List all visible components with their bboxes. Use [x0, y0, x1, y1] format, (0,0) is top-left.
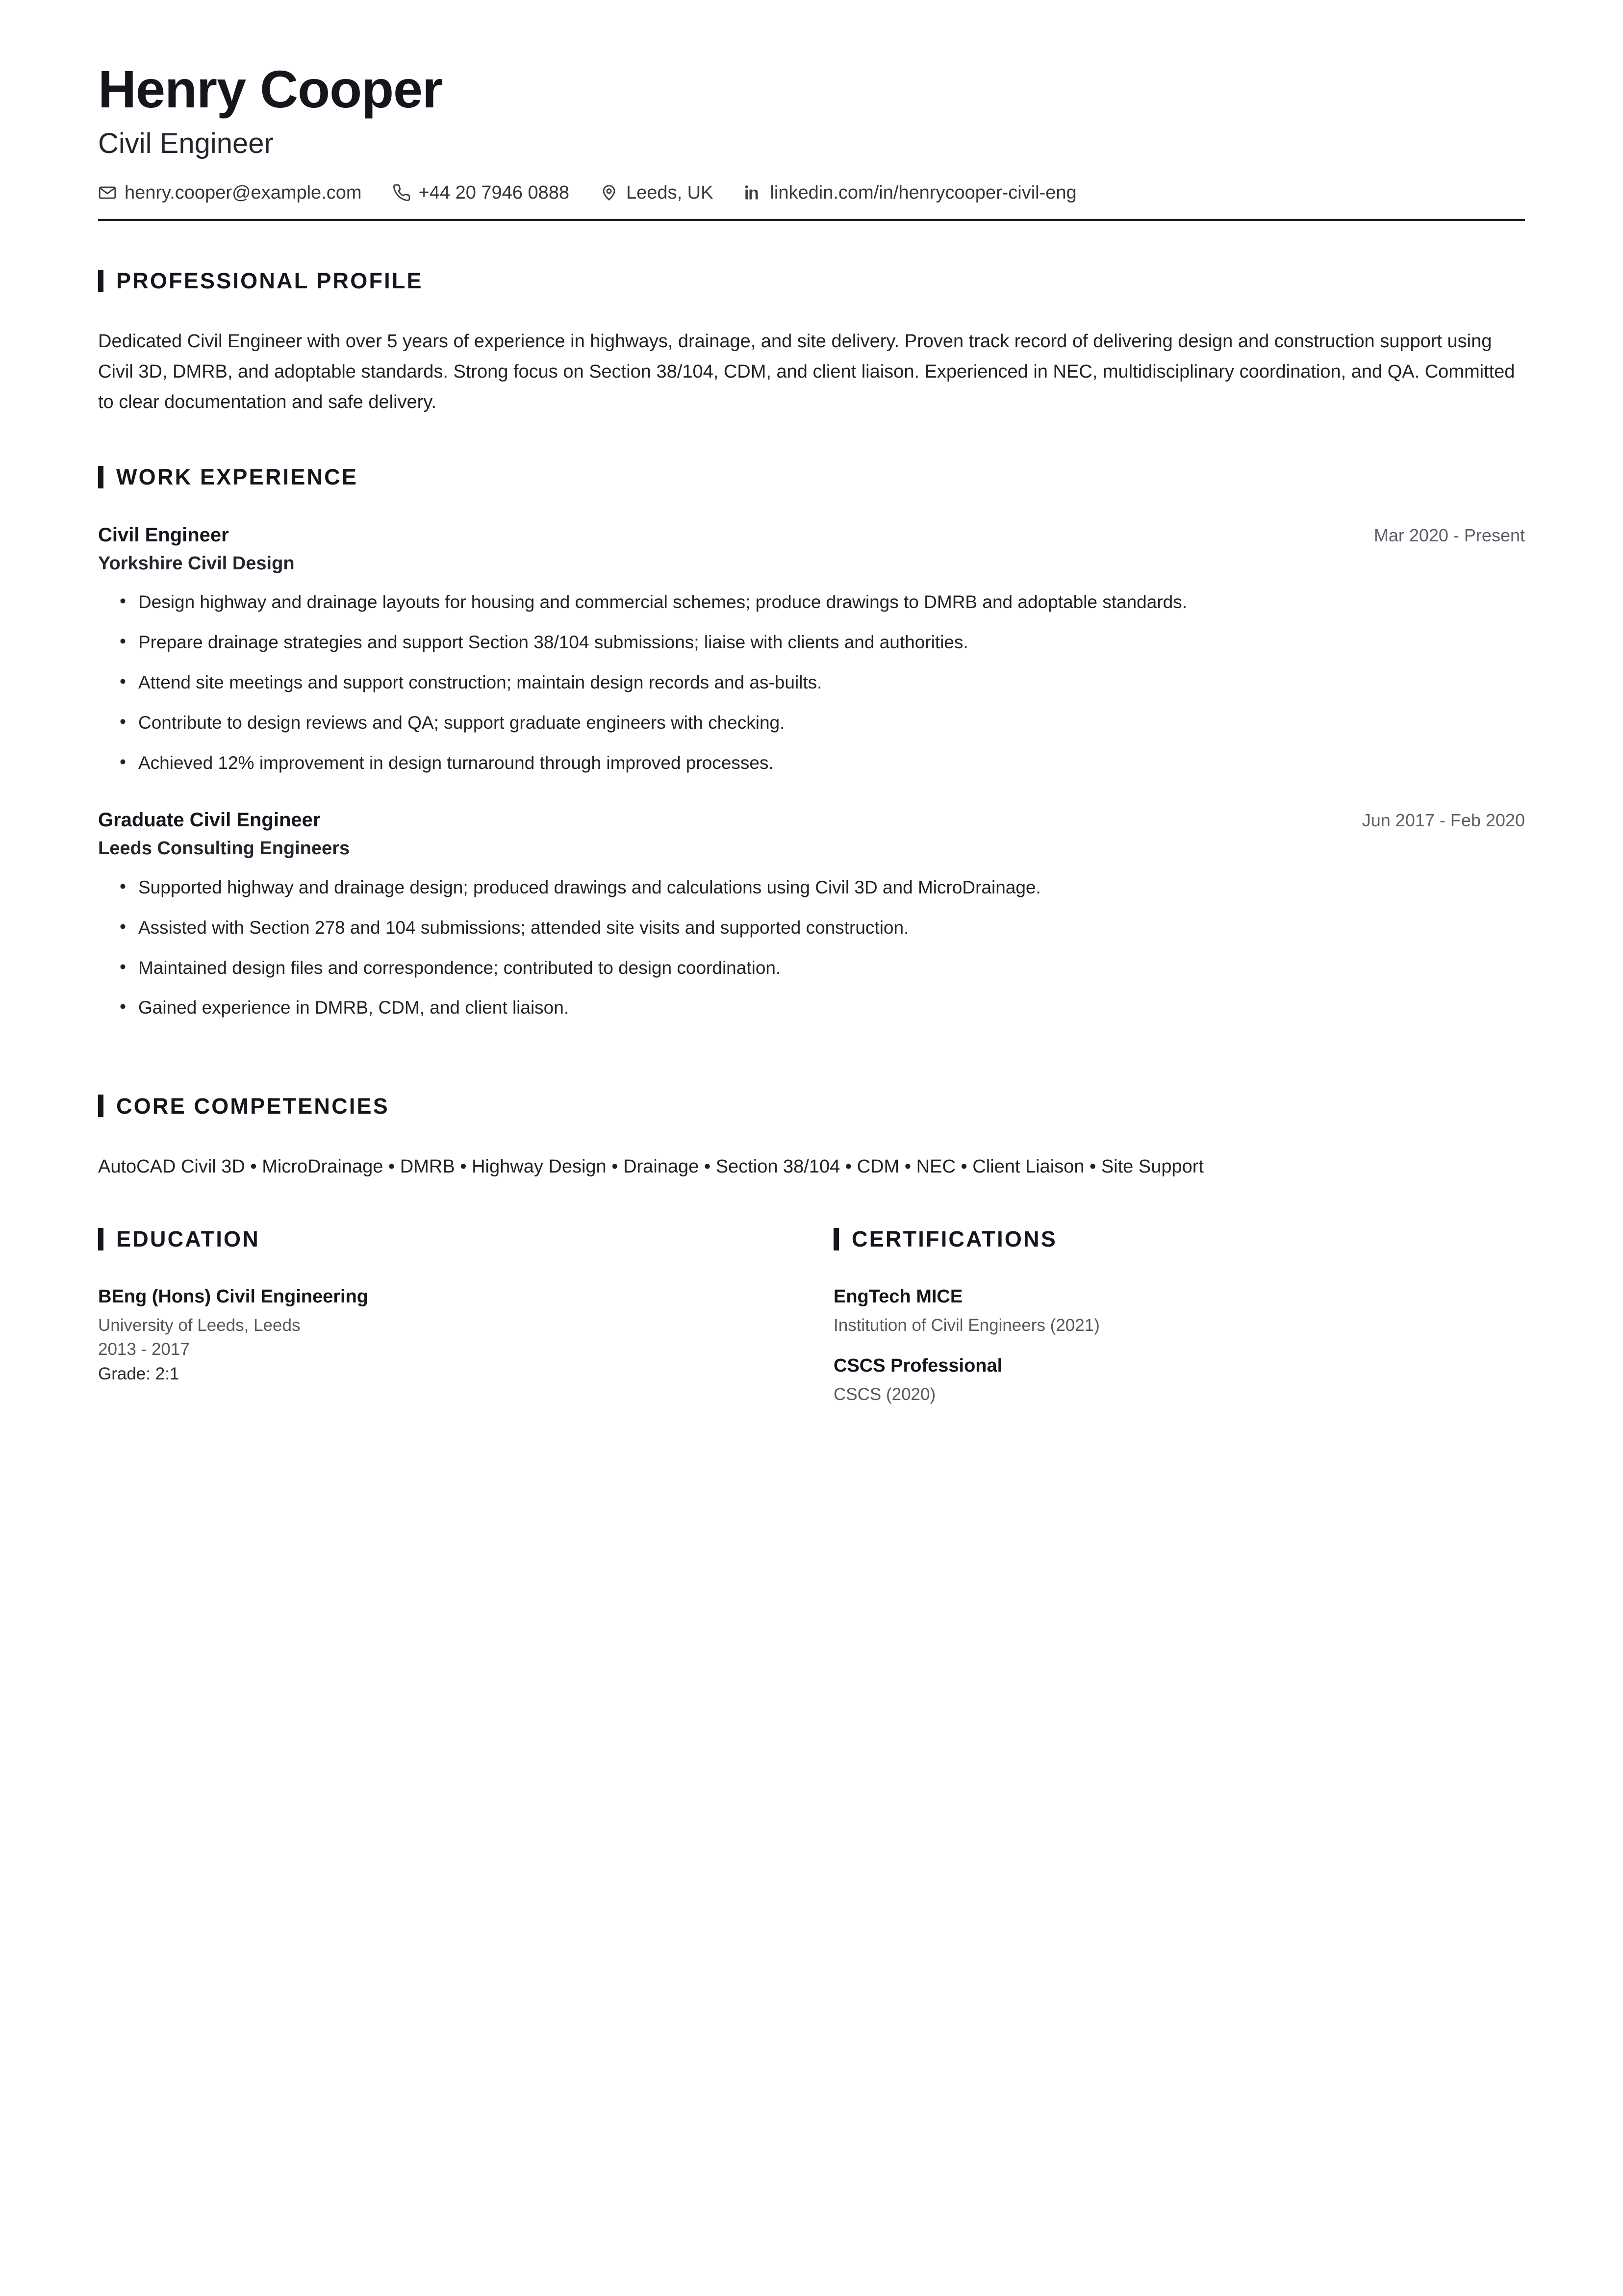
section-header — [98, 1210, 834, 1269]
experience-bullet: • Design highway and drainage layouts for housing and commercial schemes; produce drawings to DMRB and adoptable standards. — [98, 587, 1486, 617]
experience-company: Leeds Consulting Engineers — [98, 838, 350, 859]
contact-row — [98, 183, 1525, 202]
education-entry — [98, 1285, 834, 1386]
section-work-experience — [98, 448, 1525, 1022]
section-professional-profile — [98, 252, 1525, 417]
education-institution: University of Leeds, Leeds — [98, 1315, 301, 1335]
section-education — [98, 1210, 834, 1424]
section-title-competencies: CORE COMPETENCIES — [116, 1093, 389, 1119]
contact-email[interactable] — [98, 183, 362, 202]
profile-summary-text: Dedicated Civil Engineer with over 5 years of experience in highways, drainage, and site delivery. Proven track record of delivering design and construction support using Civil 3D, DMRB, and adoptable standards. Strong focus on Section 38/104, CDM, and client liaison. Experienced in NEC, multidisciplinary coordination, and QA. Committed to clear documentation and safe delivery. — [98, 331, 1515, 412]
location-pin-icon — [600, 183, 618, 202]
contact-location-text: Leeds, UK — [626, 182, 713, 203]
section-header — [834, 1210, 1525, 1269]
certification-issuer: CSCS (2020) — [834, 1384, 936, 1404]
certification-name: CSCS Professional — [834, 1355, 1003, 1377]
competencies-list: AutoCAD Civil 3D • MicroDrainage • DMRB • Highway Design • Drainage • Section 38/104 • CDM • NEC • Client Liaison • Site Support — [98, 1156, 1204, 1177]
contact-email-text: henry.cooper@example.com — [125, 182, 362, 203]
experience-role: Graduate Civil Engineer — [98, 809, 321, 831]
experience-bullet-list — [98, 873, 1525, 1023]
section-accent-bar — [834, 1228, 839, 1250]
experience-bullet: • Gained experience in DMRB, CDM, and client liaison. — [98, 993, 1486, 1022]
education-certifications-row — [98, 1210, 1525, 1424]
section-title-certifications: CERTIFICATIONS — [852, 1226, 1057, 1251]
section-accent-bar — [98, 466, 103, 488]
section-certifications — [834, 1210, 1525, 1424]
experience-entry-header — [98, 808, 1525, 832]
certification-name: EngTech MICE — [834, 1286, 963, 1307]
section-header — [98, 1076, 1525, 1135]
experience-company: Yorkshire Civil Design — [98, 553, 295, 574]
experience-entry — [98, 808, 1525, 1022]
experience-entry-header — [98, 523, 1525, 547]
education-degree: BEng (Hons) Civil Engineering — [98, 1286, 369, 1307]
section-accent-bar — [98, 1228, 103, 1250]
contact-linkedin-text: linkedin.com/in/henrycooper-civil-eng — [770, 182, 1077, 203]
candidate-job-title: Civil Engineer — [98, 128, 274, 160]
certification-issuer: Institution of Civil Engineers (2021) — [834, 1315, 1100, 1335]
section-title-profile: PROFESSIONAL PROFILE — [116, 268, 423, 294]
certification-entry — [834, 1354, 1525, 1406]
experience-dates: Jun 2017 - Feb 2020 — [1362, 810, 1525, 831]
education-grade: Grade: 2:1 — [98, 1364, 179, 1384]
section-header — [98, 252, 1525, 310]
experience-bullet: • Prepare drainage strategies and support Section 38/104 submissions; liaise with clients and authorities. — [98, 628, 1486, 657]
header-divider — [98, 219, 1525, 221]
section-title-education: EDUCATION — [116, 1226, 260, 1251]
experience-bullet: • Supported highway and drainage design; produced drawings and calculations using Civil 3D and MicroDrainage. — [98, 873, 1486, 902]
experience-bullet-list — [98, 587, 1525, 778]
experience-bullet: • Assisted with Section 278 and 104 submissions; attended site visits and supported construction. — [98, 913, 1486, 943]
experience-entry — [98, 523, 1525, 778]
experience-role: Civil Engineer — [98, 524, 229, 546]
section-accent-bar — [98, 270, 103, 292]
contact-linkedin[interactable] — [743, 183, 1076, 202]
contact-phone[interactable] — [392, 183, 569, 202]
section-accent-bar — [98, 1095, 103, 1117]
email-icon — [98, 183, 117, 202]
contact-phone-text: +44 20 7946 0888 — [418, 182, 570, 203]
experience-bullet: • Attend site meetings and support construction; maintain design records and as-builts. — [98, 668, 1486, 697]
section-header — [98, 448, 1525, 507]
contact-location — [600, 183, 713, 202]
experience-bullet: • Achieved 12% improvement in design turnaround through improved processes. — [98, 748, 1486, 778]
resume-header — [98, 59, 1525, 221]
section-core-competencies — [98, 1076, 1525, 1182]
experience-bullet: • Maintained design files and correspondence; contributed to design coordination. — [98, 953, 1486, 983]
phone-icon — [392, 183, 411, 202]
experience-dates: Mar 2020 - Present — [1373, 525, 1525, 545]
education-years: 2013 - 2017 — [98, 1340, 190, 1359]
certification-entry — [834, 1285, 1525, 1337]
experience-bullet: • Contribute to design reviews and QA; support graduate engineers with checking. — [98, 708, 1486, 738]
linkedin-icon — [743, 183, 762, 202]
candidate-name: Henry Cooper — [98, 59, 443, 119]
section-title-experience: WORK EXPERIENCE — [116, 464, 358, 490]
